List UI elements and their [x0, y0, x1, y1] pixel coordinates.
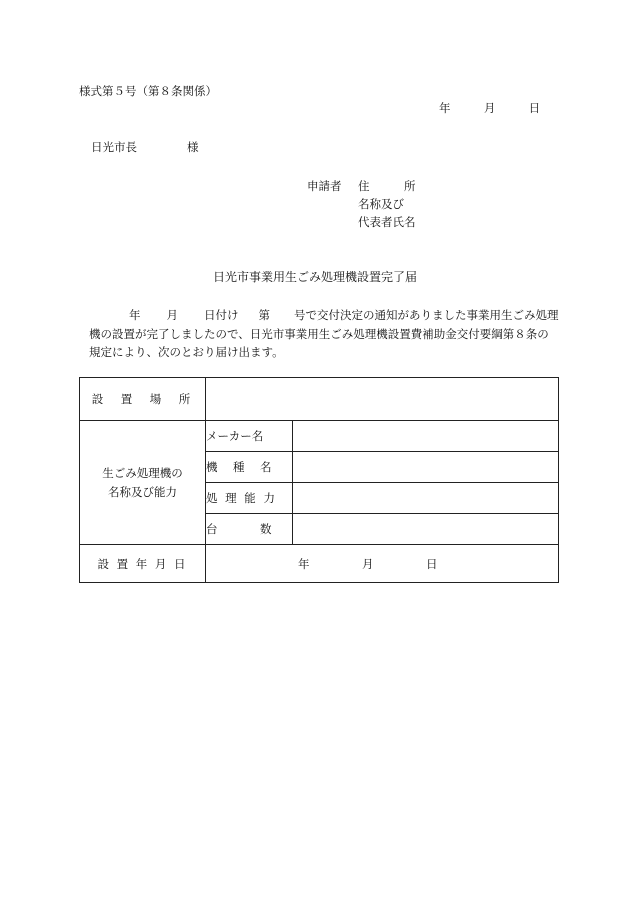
count-field[interactable] [293, 514, 559, 545]
maker-label: メーカー名 [206, 421, 293, 452]
name-label-line2: 代表者氏名 [358, 215, 416, 229]
install-month: 月 [362, 557, 374, 571]
location-label: 設 置 場 所 [80, 378, 206, 421]
capacity-label: 処 理 能 力 [206, 483, 293, 514]
addressee-name: 日光市長 [91, 140, 137, 154]
install-year: 年 [298, 557, 310, 571]
name-label-line1: 名称及び [358, 197, 404, 211]
date-month-label: 月 [483, 101, 496, 115]
body-number-prefix: 第 [258, 308, 270, 322]
install-date-field[interactable] [206, 545, 559, 583]
location-field[interactable] [206, 378, 559, 421]
date-day-label: 日 [528, 101, 541, 115]
addressee [91, 139, 199, 155]
install-date-label: 設 置 年 月 日 [80, 545, 206, 583]
count-label: 台 数 [206, 514, 293, 545]
date-year-label: 年 [439, 101, 451, 115]
addressee-honorific: 様 [187, 140, 199, 154]
address-label: 住 所 [358, 179, 416, 193]
machine-label-line2: 名称及び能力 [108, 484, 177, 499]
machine-label [80, 421, 206, 545]
maker-field[interactable] [293, 421, 559, 452]
applicant-block [307, 178, 416, 232]
model-field[interactable] [293, 452, 559, 483]
form-number: 様式第５号（第８条関係） [79, 84, 217, 98]
body-year: 年 [129, 308, 141, 322]
body-month: 月 [166, 308, 178, 322]
machine-label-line1: 生ごみ処理機の [102, 465, 183, 480]
model-label: 機 種 名 [206, 452, 293, 483]
submission-date [439, 100, 540, 116]
body-paragraph [89, 306, 559, 362]
install-day: 日 [426, 557, 438, 571]
document-title: 日光市事業用生ごみ処理機設置完了届 [212, 270, 417, 284]
body-text: 号で交付決定の通知がありました事業用生ごみ処理機の設置が完了しましたので、日光市事業用生ごみ処理機設置費補助金交付要綱第８条の規定により、次のとおり届け出ます。 [89, 308, 559, 359]
body-dated: 日付け [204, 308, 239, 322]
capacity-field[interactable] [293, 483, 559, 514]
applicant-label: 申請者 [307, 179, 342, 193]
completion-form-table [79, 377, 559, 583]
